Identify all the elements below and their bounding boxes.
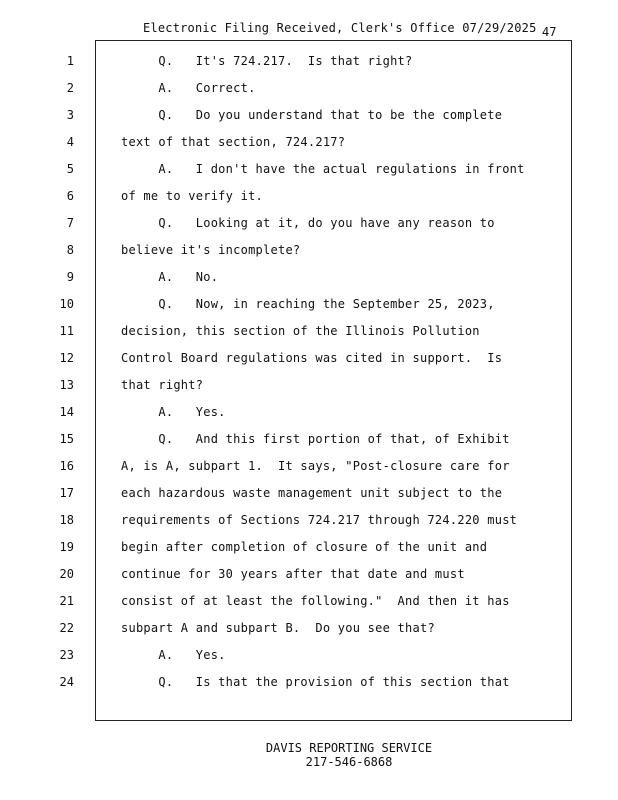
line-number: 17 <box>59 486 74 500</box>
line-number: 9 <box>66 270 74 284</box>
line-number: 8 <box>66 243 74 257</box>
line-text: text of that section, 724.217? <box>121 135 346 149</box>
line-text: A, is A, subpart 1. It says, "Post-closure care for <box>121 459 510 473</box>
line-text: of me to verify it. <box>121 189 264 203</box>
line-text: A. No. <box>121 270 219 284</box>
line-text: A. Correct. <box>121 81 256 95</box>
filing-stamp: Electronic Filing Received, Clerk's Office 07/29/2025 <box>143 21 537 35</box>
transcript-line <box>0 513 618 540</box>
line-number: 15 <box>59 432 74 446</box>
transcript-line <box>0 648 618 675</box>
line-text: continue for 30 years after that date and must <box>121 567 465 581</box>
line-text: Q. And this first portion of that, of Exhibit <box>121 432 510 446</box>
transcript-line <box>0 54 618 81</box>
transcript-line <box>0 594 618 621</box>
transcript-line <box>0 351 618 378</box>
line-text: Control Board regulations was cited in support. Is <box>121 351 503 365</box>
transcript-line <box>0 324 618 351</box>
line-text: Q. Now, in reaching the September 25, 2023, <box>121 297 495 311</box>
line-number: 12 <box>59 351 74 365</box>
line-text: subpart A and subpart B. Do you see that? <box>121 621 435 635</box>
line-number: 2 <box>66 81 74 95</box>
line-text: Q. Looking at it, do you have any reason to <box>121 216 495 230</box>
transcript-line <box>0 243 618 270</box>
transcript-line <box>0 135 618 162</box>
line-number: 10 <box>59 297 74 311</box>
line-number: 13 <box>59 378 74 392</box>
transcript-line <box>0 621 618 648</box>
transcript-line <box>0 297 618 324</box>
line-number: 4 <box>66 135 74 149</box>
line-text: A. I don't have the actual regulations in front <box>121 162 525 176</box>
transcript-line <box>0 540 618 567</box>
line-number: 22 <box>59 621 74 635</box>
line-text: begin after completion of closure of the unit and <box>121 540 488 554</box>
line-text: decision, this section of the Illinois Pollution <box>121 324 480 338</box>
transcript-line <box>0 81 618 108</box>
transcript-line <box>0 270 618 297</box>
reporting-company: DAVIS REPORTING SERVICE <box>265 741 433 755</box>
line-text: consist of at least the following." And then it has <box>121 594 510 608</box>
transcript-line <box>0 108 618 135</box>
line-number: 3 <box>66 108 74 122</box>
reporting-phone: 217-546-6868 <box>305 755 393 769</box>
line-number: 21 <box>59 594 74 608</box>
transcript-line <box>0 378 618 405</box>
line-text: that right? <box>121 378 204 392</box>
transcript-line <box>0 567 618 594</box>
transcript-line <box>0 675 618 702</box>
line-text: requirements of Sections 724.217 through 724.220 must <box>121 513 518 527</box>
line-number: 7 <box>66 216 74 230</box>
transcript-line <box>0 216 618 243</box>
line-number: 16 <box>59 459 74 473</box>
line-text: Q. Is that the provision of this section that <box>121 675 510 689</box>
line-number: 6 <box>66 189 74 203</box>
line-number: 5 <box>66 162 74 176</box>
line-number: 24 <box>59 675 74 689</box>
line-text: A. Yes. <box>121 405 226 419</box>
line-number: 19 <box>59 540 74 554</box>
line-number: 11 <box>59 324 74 338</box>
transcript-line <box>0 405 618 432</box>
line-number: 23 <box>59 648 74 662</box>
transcript-line <box>0 162 618 189</box>
line-text: A. Yes. <box>121 648 226 662</box>
line-number: 18 <box>59 513 74 527</box>
transcript-line <box>0 189 618 216</box>
page-number: 47 <box>542 25 557 39</box>
transcript-line <box>0 486 618 513</box>
transcript-line <box>0 459 618 486</box>
reporter-footer <box>0 741 618 769</box>
line-text: each hazardous waste management unit subject to the <box>121 486 503 500</box>
line-number: 14 <box>59 405 74 419</box>
line-text: Q. It's 724.217. Is that right? <box>121 54 413 68</box>
line-number: 20 <box>59 567 74 581</box>
line-text: Q. Do you understand that to be the complete <box>121 108 503 122</box>
line-number: 1 <box>66 54 74 68</box>
line-text: believe it's incomplete? <box>121 243 301 257</box>
transcript-line <box>0 432 618 459</box>
